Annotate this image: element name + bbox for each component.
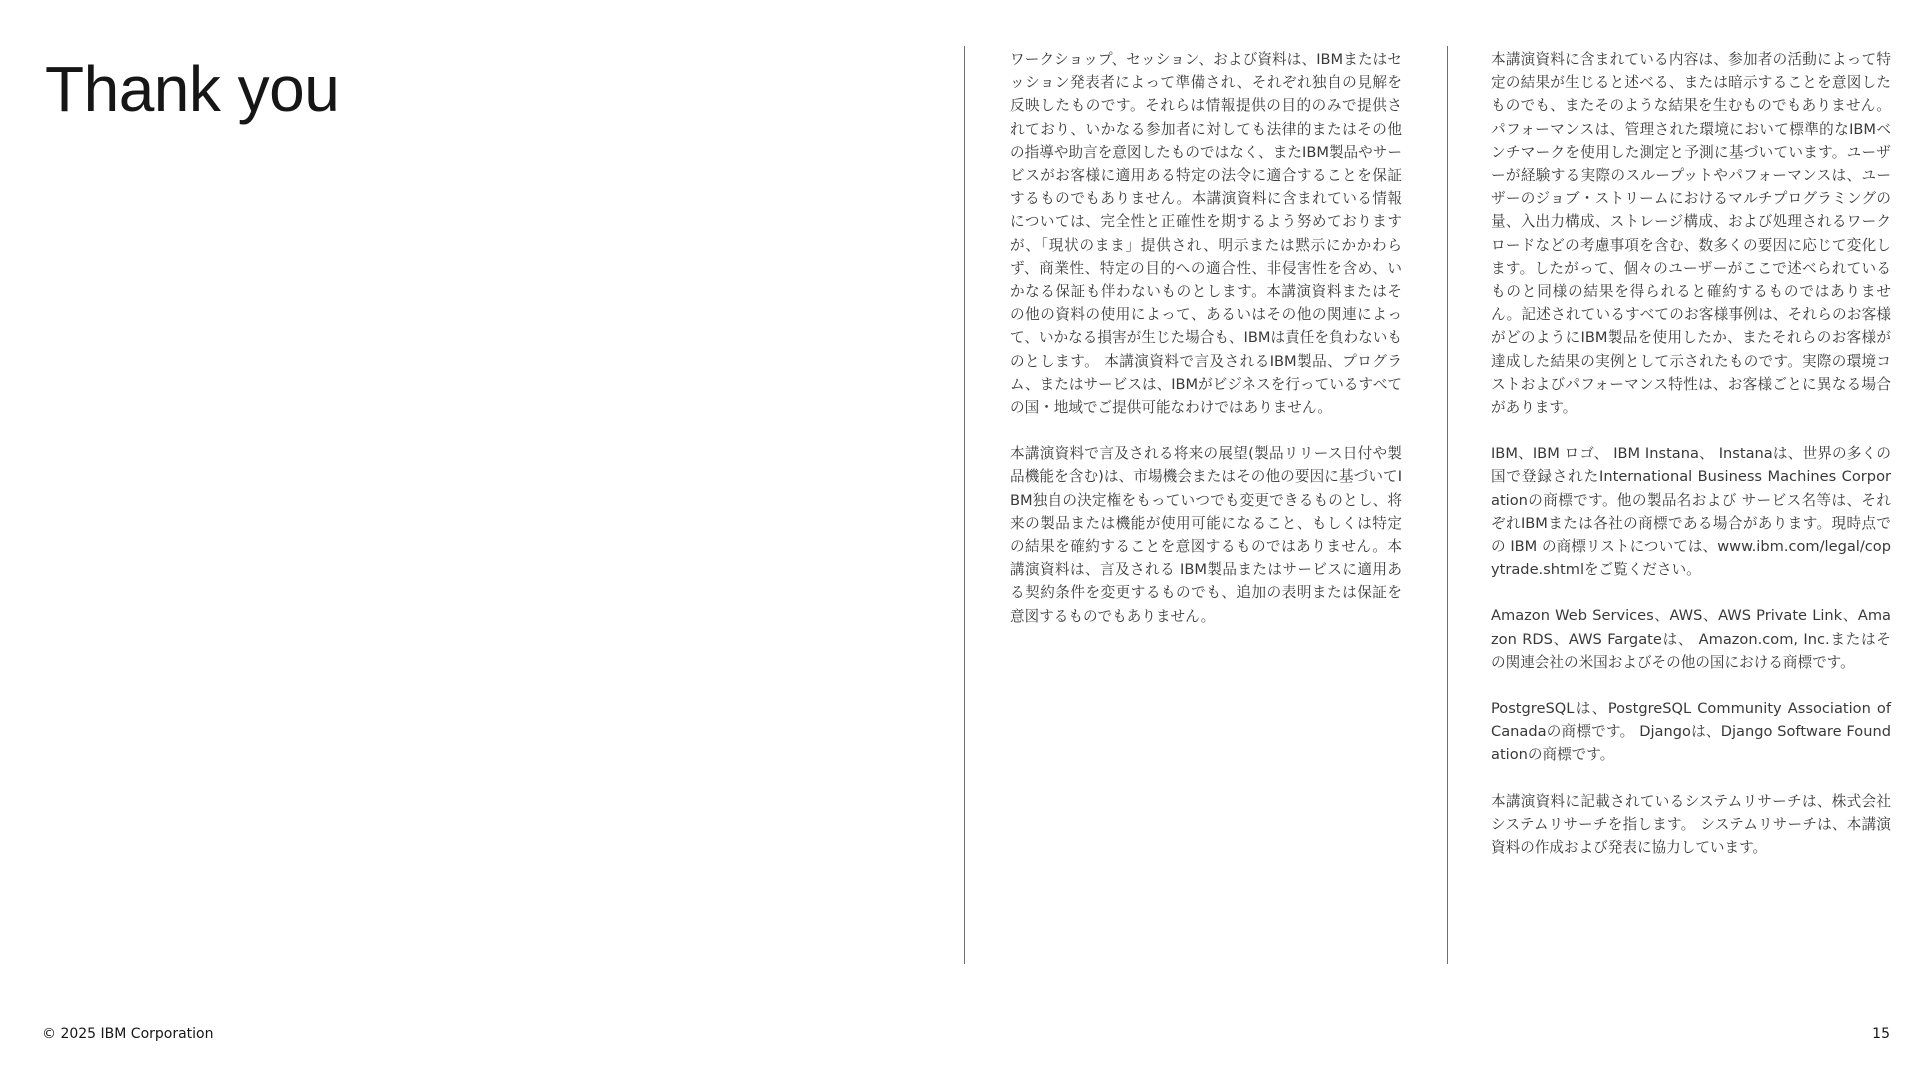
credit-paragraph: 本講演資料に記載されているシステムリサーチは、株式会社システムリサーチを指します。 システムリサーチは、本講演資料の作成および発表に協力しています。 <box>1491 792 1891 857</box>
column-divider-left <box>964 46 965 964</box>
disclaimer-column-right <box>1491 48 1891 882</box>
trademark-paragraph: Amazon Web Services、AWS、AWS Private Link、Amazon RDS、AWS Fargateは、 Amazon.com, Inc.またはその関連会社の米国およびその他の国における商標です。 <box>1491 607 1891 671</box>
slide-title: Thank you <box>45 53 340 125</box>
disclaimer-column-left <box>1010 48 1402 651</box>
column-divider-right <box>1447 46 1448 964</box>
disclaimer-paragraph: 本講演資料に含まれている内容は、参加者の活動によって特定の結果が生じると述べる、または暗示することを意図したものでも、またそのような結果を生むものでもありません。 パフォーマンスは、管理された環境において標準的なIBMベンチマークを使用した測定と予測に基づいています。ユーザーが経験する実際のスループットやパフォーマンスは、ユーザーのジョブ・ストリームにおけるマルチプログラミングの量、入出力構成、ストレージ構成、および処理されるワークロードなどの考慮事項を含む、数多くの要因に応じて変化します。したがって、個々のユーザーがここで述べられているものと同様の結果を得られると確約するものではありません。記述されているすべてのお客様事例は、それらのお客様がどのようにIBM製品を使用したか、またそれらのお客様が達成した結果の実例として示されたものです。実際の環境コストおよびパフォーマンス特性は、お客様ごとに異なる場合があります。 <box>1491 51 1891 417</box>
trademark-paragraph: PostgreSQLは、PostgreSQL Community Association of Canadaの商標です。 Djangoは、Django Software Foundationの商標です。 <box>1491 700 1891 764</box>
copyright-footer: © 2025 IBM Corporation <box>42 1026 214 1042</box>
disclaimer-paragraph: 本講演資料で言及される将来の展望(製品リリース日付や製品機能を含む)は、市場機会またはその他の要因に基づいてIBM独自の決定権をもっていつでも変更できるものとし、将来の製品または機能が使用可能になること、もしくは特定の結果を確約することを意図するものではありません。本講演資料は、言及される IBM製品またはサービスに適用ある契約条件を変更するものでも、追加の表明または保証を意図するものでもありません。 <box>1010 445 1402 625</box>
page-number: 15 <box>1872 1026 1890 1042</box>
disclaimer-paragraph: ワークショップ、セッション、および資料は、IBMまたはセッション発表者によって準備され、それぞれ独自の見解を反映したものです。それらは情報提供の目的のみで提供されており、いかなる参加者に対しても法律的またはその他の指導や助言を意図したものではなく、またIBM製品やサービスがお客様に適用ある特定の法令に適合することを保証するものでもありません。本講演資料に含まれている情報については、完全性と正確性を期するよう努めておりますが、「現状のまま」提供され、明示または黙示にかかわらず、商業性、特定の目的への適合性、非侵害性を含め、いかなる保証も伴わないものとします。本講演資料またはその他の資料の使用によって、あるいはその他の関連によって、いかなる損害が生じた場合も、IBMは責任を負わないものとします。 本講演資料で言及されるIBM製品、プログラム、またはサービスは、IBMがビジネスを行っているすべての国・地域でご提供可能なわけではありません。 <box>1010 51 1402 417</box>
trademark-paragraph: IBM、IBM ロゴ、 IBM Instana、 Instanaは、世界の多くの国で登録されたInternational Business Machines Corporationの商標です。他の製品名および サービス名等は、それぞれIBMまたは各社の商標である場合があります。現時点での IBM の商標リストについては、www.ibm.com/legal/copytrade.shtmlをご覧ください。 <box>1491 445 1891 579</box>
